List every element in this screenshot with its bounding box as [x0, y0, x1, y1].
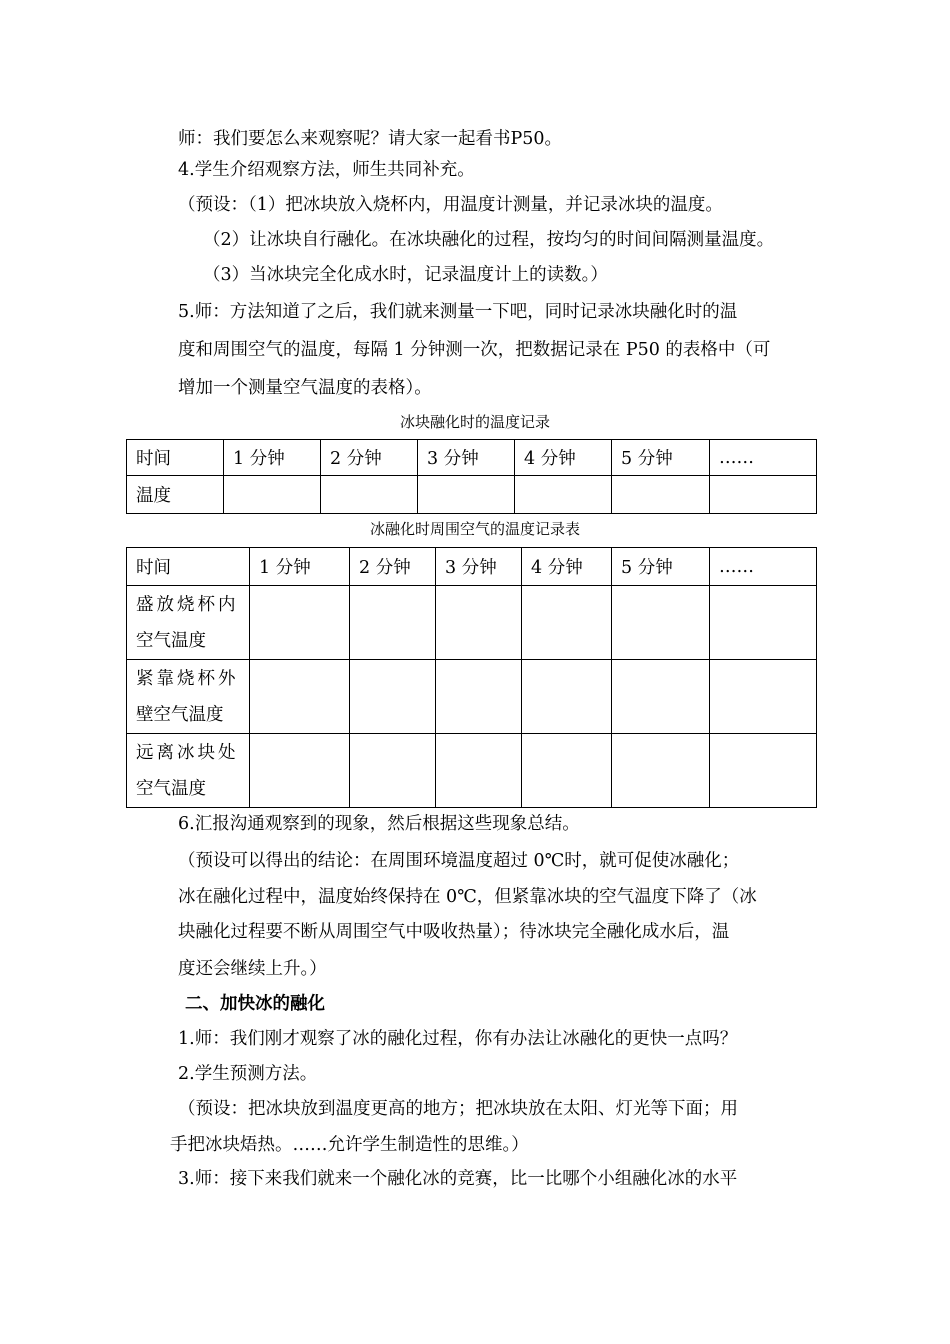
table-row [127, 660, 817, 734]
table-cell [250, 586, 350, 660]
paragraph: 2.学生预测方法。 [178, 1064, 318, 1084]
table-row [127, 734, 817, 808]
table-cell [522, 660, 612, 734]
table-cell [418, 476, 515, 514]
ice-temperature-table [126, 439, 817, 514]
table-cell [522, 586, 612, 660]
table-cell: 时间 [127, 548, 250, 586]
table-cell: 1 分钟 [250, 548, 350, 586]
paragraph: 师：我们要怎么来观察呢？请大家一起看书P50。 [178, 129, 563, 149]
row-label-line: 壁空气温度 [136, 704, 224, 725]
paragraph: 4.学生介绍观察方法，师生共同补充。 [178, 160, 475, 180]
paragraph: 1.师：我们刚才观察了冰的融化过程，你有办法让冰融化的更快一点吗？ [178, 1029, 738, 1049]
table-cell [350, 734, 436, 808]
paragraph: 度还会继续上升。） [178, 959, 327, 979]
table-cell [350, 586, 436, 660]
table-cell: 3 分钟 [418, 440, 515, 476]
paragraph: （预设：把冰块放到温度更高的地方；把冰块放在太阳、灯光等下面；用 [178, 1099, 738, 1119]
row-label-line: 紧靠烧杯外 [136, 668, 239, 689]
row-label-line: 盛放烧杯内 [136, 594, 239, 615]
table-cell: 2 分钟 [321, 440, 418, 476]
table-caption: 冰融化时周围空气的温度记录表 [369, 520, 580, 538]
table-cell [710, 734, 817, 808]
table-cell [250, 734, 350, 808]
table-cell [350, 660, 436, 734]
table-cell [710, 586, 817, 660]
paragraph: 增加一个测量空气温度的表格）。 [178, 378, 432, 398]
table-cell [612, 476, 710, 514]
paragraph: （2）让冰块自行融化。在冰块融化的过程，按均匀的时间间隔测量温度。 [203, 230, 775, 250]
table-cell: 3 分钟 [436, 548, 522, 586]
table-cell [612, 660, 710, 734]
table-row [127, 586, 817, 660]
table-row-label [127, 586, 250, 660]
table-cell [436, 734, 522, 808]
table-cell: 1 分钟 [224, 440, 321, 476]
paragraph: 度和周围空气的温度，每隔 1 分钟测一次，把数据记录在 P50 的表格中（可 [178, 340, 771, 360]
table-cell [522, 734, 612, 808]
row-label-line: 空气温度 [136, 778, 206, 799]
paragraph: 3.师：接下来我们就来一个融化冰的竞赛，比一比哪个小组融化冰的水平 [178, 1169, 738, 1189]
table-cell: …… [710, 440, 817, 476]
row-label-line: 远离冰块处 [136, 742, 239, 763]
table-cell [436, 660, 522, 734]
table-row-label: 温度 [127, 476, 224, 514]
row-label-line: 空气温度 [136, 630, 206, 651]
table-cell: …… [710, 548, 817, 586]
air-temperature-table [126, 547, 817, 808]
table-row [127, 476, 817, 514]
table-cell: 4 分钟 [515, 440, 612, 476]
table-cell [436, 586, 522, 660]
table-cell: 2 分钟 [350, 548, 436, 586]
table-row-label [127, 734, 250, 808]
paragraph: 手把冰块焐热。……允许学生制造性的思维。） [170, 1135, 529, 1155]
table-cell [515, 476, 612, 514]
paragraph: （预设：（1）把冰块放入烧杯内，用温度计测量，并记录冰块的温度。 [178, 195, 723, 215]
paragraph: （3）当冰块完全化成水时，记录温度计上的读数。） [203, 265, 608, 285]
table-cell [710, 476, 817, 514]
table-cell: 4 分钟 [522, 548, 612, 586]
paragraph: 冰在融化过程中，温度始终保持在 0℃，但紧靠冰块的空气温度下降了（冰 [178, 887, 757, 907]
table-cell [224, 476, 321, 514]
table-header-row [127, 548, 817, 586]
paragraph: （预设可以得出的结论：在周围环境温度超过 0℃时，就可促使冰融化； [178, 851, 740, 871]
table-cell: 5 分钟 [612, 548, 710, 586]
table-cell: 5 分钟 [612, 440, 710, 476]
table-cell: 时间 [127, 440, 224, 476]
table-row-label [127, 660, 250, 734]
table-cell [612, 734, 710, 808]
table-caption: 冰块融化时的温度记录 [399, 413, 550, 431]
table-cell [250, 660, 350, 734]
paragraph: 块融化过程要不断从周围空气中吸收热量）；待冰块完全融化成水后，温 [178, 922, 730, 942]
table-cell [710, 660, 817, 734]
section-heading: 二、加快冰的融化 [185, 994, 325, 1014]
table-cell [612, 586, 710, 660]
table-header-row [127, 440, 817, 476]
table-cell [321, 476, 418, 514]
paragraph: 6.汇报沟通观察到的现象，然后根据这些现象总结。 [178, 814, 580, 834]
paragraph: 5.师：方法知道了之后，我们就来测量一下吧，同时记录冰块融化时的温 [178, 302, 738, 322]
